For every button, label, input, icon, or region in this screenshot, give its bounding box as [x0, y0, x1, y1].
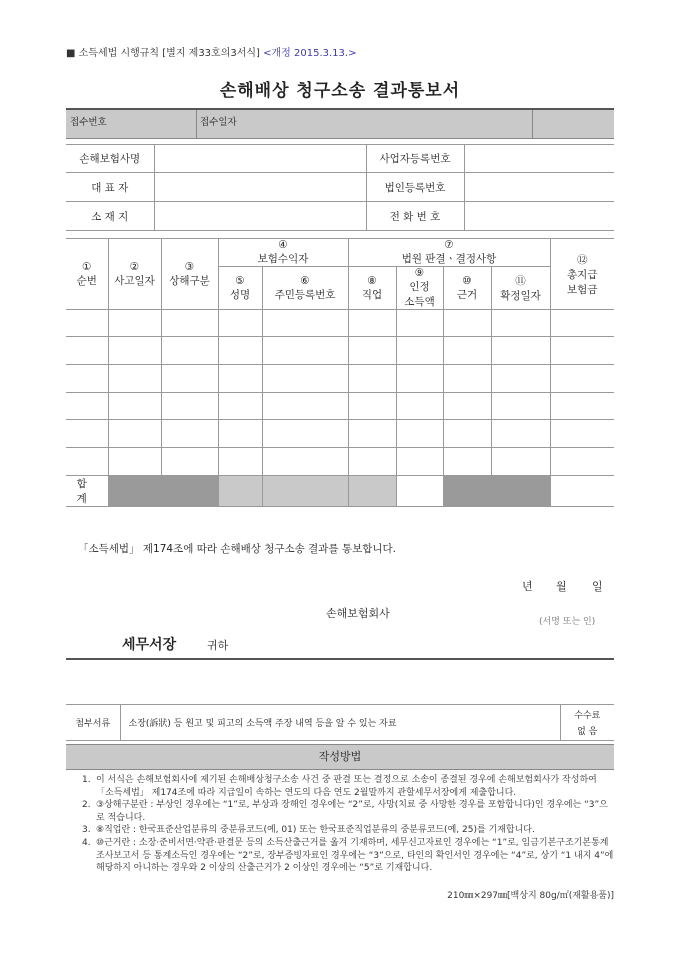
col-name-header: ⑤ 성명 [218, 267, 262, 310]
col-confirm-date-header: ⑪ 확정일자 [491, 267, 550, 310]
group-beneficiary-header: ④ 보험수익자 [218, 239, 348, 267]
group-court-decision-header: ⑦ 법원 판결ㆍ결정사항 [348, 239, 550, 267]
biz-reg-no-field[interactable] [464, 145, 614, 173]
form-title: 손해배상 청구소송 결과통보서 [219, 81, 461, 101]
method-item: 2. ③상해구분란 : 부상인 경우에는 “1”로, 부상과 장해인 경우에는 “2”로, 사망(치료 중 사망한 경우를 포함합니다)인 경우에는 “3”으로 적습니다. [82, 800, 608, 823]
insurer-name-label: 손해보험사명 [66, 145, 154, 173]
paper-spec: 210㎜×297㎜[백상지 80g/㎡(재활용품)] [447, 891, 614, 901]
col-seq-header: ① 순번 [66, 239, 108, 310]
table-row[interactable] [66, 448, 614, 476]
section-divider [66, 658, 614, 660]
date-day-label: 일 [592, 580, 603, 593]
method-item: 1. 이 서식은 손해보험회사에 제기된 손해배상청구소송 사건 중 판결 또는 결정으로 소송이 종결된 경우에 손해보험회사가 작성하여 「소득세법」 제174조에 따라 지급일이 속하는 연도의 다음 연도 2월말까지 관할세무서장에게 제출합니다. [82, 775, 597, 798]
col-resident-no-header: ⑥ 주민등록번호 [262, 267, 348, 310]
table-row[interactable] [66, 310, 614, 337]
receipt-bar [66, 108, 614, 139]
amendment-date: <개정 2015.3.13.> [263, 48, 357, 59]
attachment-desc: 소장(訴狀) 등 원고 및 피고의 소득액 주장 내역 등을 알 수 있는 자료 [120, 705, 560, 741]
address-field[interactable] [154, 202, 366, 231]
insurer-info-table [66, 144, 614, 231]
insurer-name-field[interactable] [154, 145, 366, 173]
receipt-date-label: 접수일자 [200, 117, 237, 128]
table-row[interactable] [66, 365, 614, 393]
result-table [66, 238, 614, 507]
representative-label: 대 표 자 [66, 173, 154, 202]
method-list [82, 774, 614, 875]
method-item: 3. ⑧직업란 : 한국표준산업분류의 중분류코드(예, 01) 또는 한국표준직업분류의 중분류코드(예, 25)를 기재합니다. [82, 825, 535, 836]
table-row[interactable] [66, 337, 614, 365]
insurer-signature-label: 손해보험회사 [326, 607, 390, 620]
corp-reg-no-label: 법인등록번호 [366, 173, 464, 202]
table-row[interactable] [66, 420, 614, 448]
col-injury-type-header: ③ 상해구분 [161, 239, 218, 310]
receipt-number-label: 접수번호 [70, 117, 107, 128]
fee-label: 수수료 [574, 711, 601, 721]
date-month-label: 월 [556, 580, 567, 593]
date-year-label: 년 [522, 580, 533, 593]
fee-value: 없 음 [577, 727, 598, 737]
method-item: 4. ⑩근거란 : 소장·준비서면·약관·판결문 등의 소득산출근거를 옮겨 기재하며, 세무신고자료인 경우에는 “1”로, 임금기본구조기본통계조사보고서 등 통계소득인 경우에는 “2”로, 장부증빙자료인 경우에는 “3”으로, 타인의 확인서인 경우에는 “4”로, 상기 “1 내지 4”에 해당하지 아니하는 경우와 2 이상의 산출근거가 2 이상인 경우에는 “5”로 기재합니다. [82, 837, 614, 874]
phone-label: 전 화 번 호 [366, 202, 464, 231]
phone-field[interactable] [464, 202, 614, 231]
representative-field[interactable] [154, 173, 366, 202]
law-reference [66, 44, 356, 59]
col-basis-header: ⑩ 근거 [443, 267, 491, 310]
col-occupation-header: ⑧ 직업 [348, 267, 396, 310]
table-row[interactable] [66, 393, 614, 420]
total-payment-field[interactable] [550, 476, 614, 507]
biz-reg-no-label: 사업자등록번호 [366, 145, 464, 173]
attachment-table [66, 704, 614, 741]
total-label: 합 계 [66, 476, 108, 507]
law-reference-text: ■ 소득세법 시행규칙 [별지 제33호의3서식] [66, 48, 260, 59]
notice-statement: 「소득세법」 제174조에 따라 손해배상 청구소송 결과를 통보합니다. [78, 543, 396, 555]
col-accident-date-header: ② 사고일자 [108, 239, 161, 310]
corp-reg-no-field[interactable] [464, 173, 614, 202]
attachment-label: 첨부서류 [66, 705, 120, 741]
recipient-honorific: 귀하 [207, 639, 229, 652]
fee-cell [560, 705, 614, 741]
recipient-title: 세무서장 [122, 637, 177, 653]
col-recognized-income-header: ⑨ 인정 소득액 [396, 267, 443, 310]
address-label: 소 재 지 [66, 202, 154, 231]
method-title: 작성방법 [66, 744, 614, 770]
signature-hint: (서명 또는 인) [539, 617, 596, 627]
total-income-field[interactable] [396, 476, 443, 507]
total-row [66, 476, 614, 507]
col-total-payment-header: ⑫ 총지급 보험금 [550, 239, 614, 310]
